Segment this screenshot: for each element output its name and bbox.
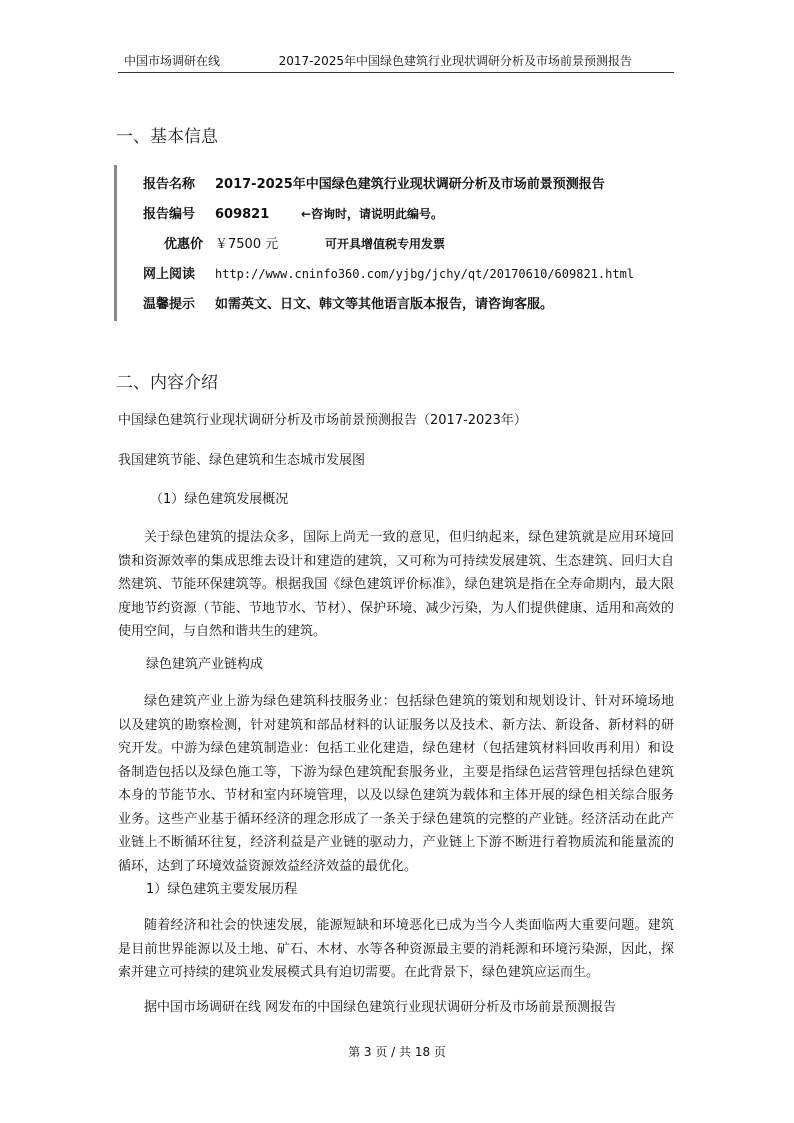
section-basic-info-title: 一、基本信息 xyxy=(116,127,218,147)
info-row-price xyxy=(143,233,445,255)
info-row-name xyxy=(143,173,605,195)
section-content-intro-title: 二、内容介绍 xyxy=(116,373,218,393)
basic-info-box xyxy=(114,165,677,321)
info-row-tip xyxy=(143,293,553,315)
info-name-label: 报告名称 xyxy=(143,177,196,192)
info-price-note: 可开具增值税专用发票 xyxy=(325,237,446,251)
content-report-subtitle: 中国绿色建筑行业现状调研分析及市场前景预测报告（2017-2023年） xyxy=(118,413,527,428)
content-figure-caption: 我国建筑节能、绿色建筑和生态城市发展图 xyxy=(118,453,366,468)
info-price-label: 优惠价 xyxy=(163,237,203,252)
content-paragraph-overview: 关于绿色建筑的提法众多，国际上尚无一致的意见，但归纳起来，绿色建筑就是应用环境回馈和资源效率的集成思维去设计和建造的建筑，又可称为可持续发展建筑、生态建筑、回归大自然建筑、节能环保建筑等。根据我国《绿色建筑评价标准》，绿色建筑是指在全寿命期内，最大限度地节约资源（节能、节地节水、节材）、保护环境、减少污染，为人们提供健康、适用和高效的使用空间，与自然和谐共生的建筑。 xyxy=(118,530,674,639)
info-code-value: 609821 xyxy=(215,207,270,222)
content-paragraph-history: 随着经济和社会的快速发展，能源短缺和环境恶化已成为当今人类面临两大重要问题。建筑是目前世界能源以及土地、矿石、木材、水等各种资源最主要的消耗源和环境污染源，因此，探索并建立可持续的建筑业发展模式具有迫切需要。在此背景下，绿色建筑应运而生。 xyxy=(118,918,674,980)
content-subheading-chain: 绿色建筑产业链构成 xyxy=(146,657,264,672)
info-tip-label: 温馨提示 xyxy=(143,297,196,312)
content-subheading-1: （1）绿色建筑发展概况 xyxy=(150,492,289,507)
header-site-name: 中国市场调研在线 xyxy=(124,54,221,68)
page-number: 第 3 页 / 共 18 页 xyxy=(348,1045,446,1059)
info-name-value: 2017-2025年中国绿色建筑行业现状调研分析及市场前景预测报告 xyxy=(215,177,605,192)
info-price-value: ￥7500 元 xyxy=(215,237,279,252)
info-row-code xyxy=(143,203,443,225)
page-header xyxy=(118,50,674,73)
content-subheading-history: 1）绿色建筑主要发展历程 xyxy=(146,882,298,897)
content-paragraph-chain: 绿色建筑产业上游为绿色建筑科技服务业：包括绿色建筑的策划和规划设计、针对环境场地以及建筑的勘察检测，针对建筑和部品材料的认证服务以及技术、新方法、新设备、新材料的研究开发。中游为绿色建筑制造业：包括工业化建造，绿色建材（包括建筑材料回收再利用）和设备制造包括以及绿色施工等，下游为绿色建筑配套服务业，主要是指绿色运营管理包括绿色建筑本身的节能节水、节材和室内环境管理，以及以绿色建筑为载体和主体开展的绿色相关综合服务业务。这些产业基于循环经济的理念形成了一条关于绿色建筑的完整的产业链。经济活动在此产业链上不断循环往复，经济利益是产业链的驱动力，产业链上下游不断进行着物质流和能量流的循环，达到了环境效益资源效益经济效益的最优化。 xyxy=(118,694,674,874)
info-row-url xyxy=(143,263,634,285)
info-code-note: ←咨询时，请说明此编号。 xyxy=(301,207,444,221)
info-tip-value: 如需英文、日文、韩文等其他语言版本报告，请咨询客服。 xyxy=(215,297,554,312)
info-url-link[interactable]: http://www.cninfo360.com/yjbg/jchy/qt/20170610/609821.html xyxy=(215,267,635,281)
info-url-label: 网上阅读 xyxy=(143,267,196,282)
header-report-title: 2017-2025年中国绿色建筑行业现状调研分析及市场前景预测报告 xyxy=(278,54,632,68)
content-paragraph-source: 据中国市场调研在线 网发布的中国绿色建筑行业现状调研分析及市场前景预测报告 xyxy=(144,1000,617,1015)
info-code-label: 报告编号 xyxy=(143,207,196,222)
